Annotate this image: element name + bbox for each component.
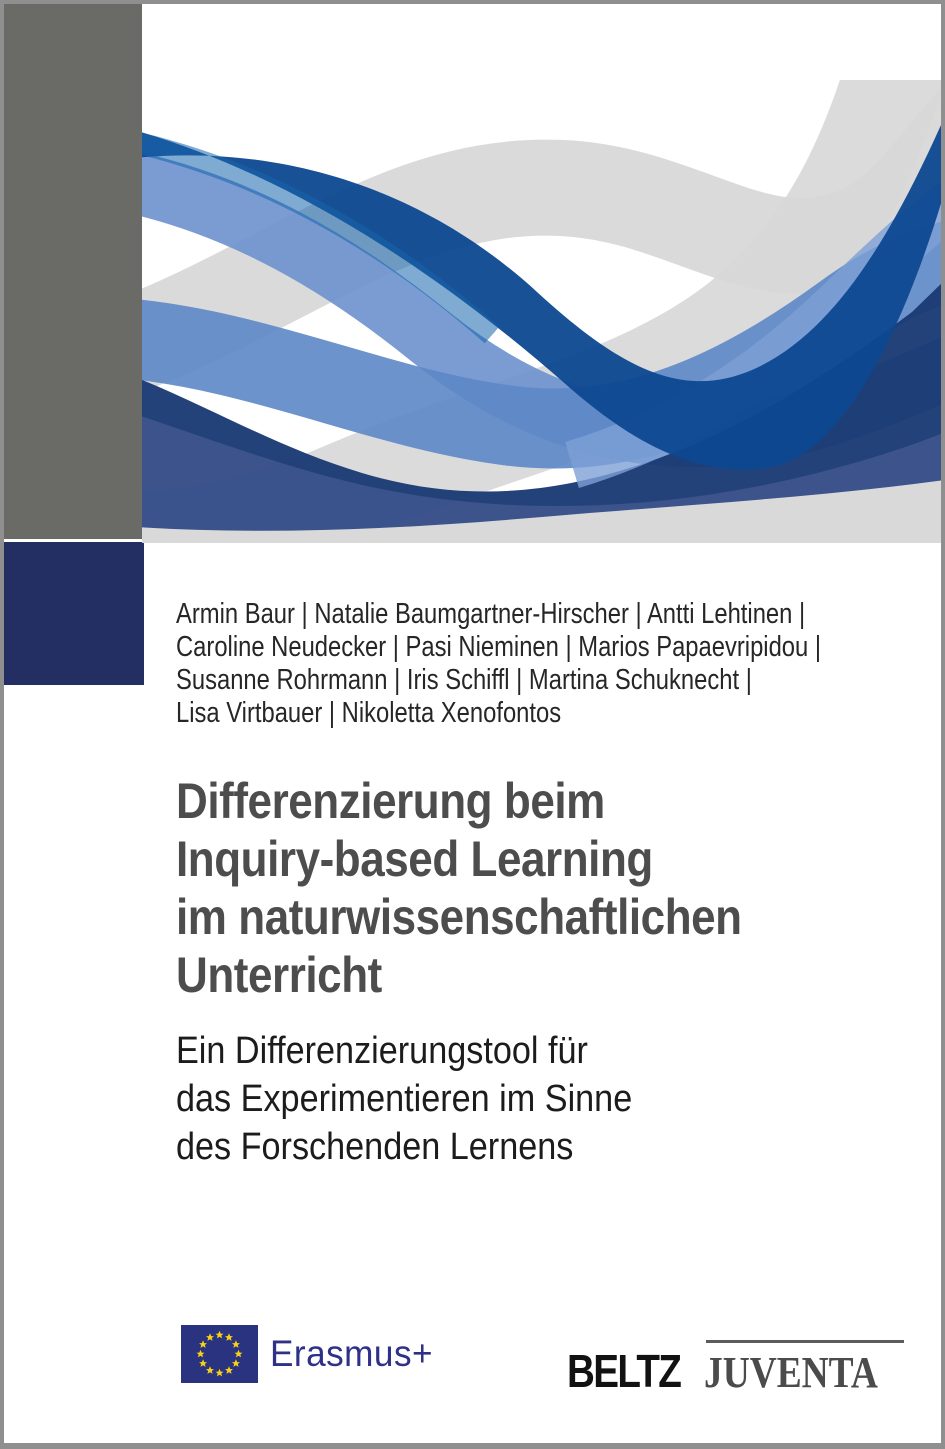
erasmus-logo-text: Erasmus+ [270, 1333, 434, 1374]
author-line: Lisa Virtbauer | Nikoletta Xenofontos [176, 697, 562, 729]
book-title-line: Unterricht [176, 947, 382, 1003]
book-title-line: Differenzierung beim [176, 773, 605, 829]
erasmus-logo [181, 1322, 442, 1386]
gray-sidebar-block [4, 4, 142, 539]
navy-accent-square [4, 542, 144, 685]
book-title-line: im naturwissenschaftlichen [176, 889, 742, 945]
eu-flag-icon [181, 1325, 258, 1383]
juventa-wordmark: JUVENTA [703, 1348, 878, 1397]
juventa-overline [706, 1340, 905, 1343]
author-line: Caroline Neudecker | Pasi Nieminen | Marios Papaevripidou | [176, 631, 822, 663]
author-line: Armin Baur | Natalie Baumgartner-Hirscher | Antti Lehtinen | [176, 598, 806, 630]
book-title [176, 772, 742, 1004]
beltz-wordmark: BELTZ [567, 1345, 681, 1397]
publisher-logo [567, 1344, 887, 1396]
book-subtitle [176, 1027, 632, 1171]
subtitle-line: das Experimentieren im Sinne [176, 1078, 633, 1120]
author-list [176, 598, 821, 730]
book-title-line: Inquiry-based Learning [176, 831, 653, 887]
subtitle-line: des Forschenden Lernens [176, 1126, 574, 1168]
author-line: Susanne Rohrmann | Iris Schiffl | Martina Schuknecht | [176, 664, 752, 696]
subtitle-line: Ein Differenzierungstool für [176, 1030, 588, 1072]
wave-ribbons-graphic [142, 80, 945, 543]
